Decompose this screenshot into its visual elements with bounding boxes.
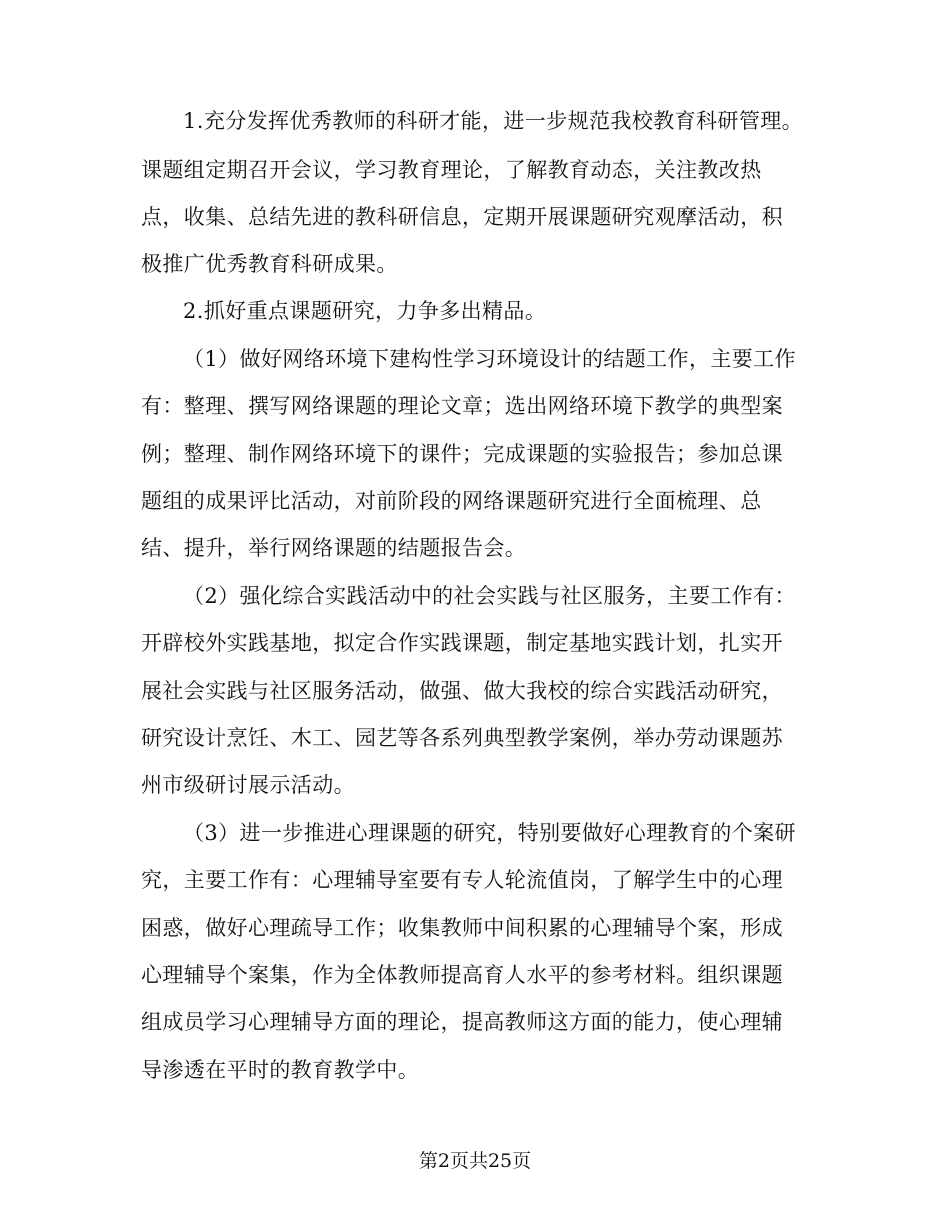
paragraph-5-line-5: 组成员学习心理辅导方面的理论，提高教师这方面的能力，使心理辅: [141, 1010, 783, 1034]
paragraph-1-line-4: 极推广优秀教育科研成果。: [141, 252, 398, 276]
paragraph-4-line-3: 展社会实践与社区服务活动，做强、做大我校的综合实践活动研究，: [141, 679, 783, 703]
page-number-footer: 第2页共25页: [418, 1150, 532, 1172]
paragraph-5-line-1: （3）进一步推进心理课题的研究，特别要做好心理教育的个案研: [183, 821, 796, 845]
paragraph-4-line-5: 州市级研讨展示活动。: [141, 773, 355, 797]
paragraph-1-line-3: 点，收集、总结先进的教科研信息，定期开展课题研究观摩活动，积: [141, 205, 783, 229]
paragraph-3-line-1: （1）做好网络环境下建构性学习环境设计的结题工作，主要工作: [183, 347, 796, 371]
paragraph-1-line-1: 1.充分发挥优秀教师的科研才能，进一步规范我校教育科研管理。: [183, 109, 804, 133]
paragraph-3-line-5: 结、提升，举行网络课题的结题报告会。: [141, 536, 527, 560]
paragraph-1-line-2: 课题组定期召开会议，学习教育理论，了解教育动态，关注教改热: [141, 158, 762, 182]
paragraph-5-line-6: 导渗透在平时的教育教学中。: [141, 1058, 420, 1082]
paragraph-3-line-2: 有：整理、撰写网络课题的理论文章；选出网络环境下教学的典型案: [141, 394, 783, 418]
paragraph-3-line-4: 题组的成果评比活动，对前阶段的网络课题研究进行全面梳理、总: [141, 489, 762, 513]
paragraph-5-line-4: 心理辅导个案集，作为全体教师提高育人水平的参考材料。组织课题: [141, 963, 783, 987]
paragraph-5-line-3: 困惑，做好心理疏导工作；收集教师中间积累的心理辅导个案，形成: [141, 916, 783, 940]
paragraph-5-line-2: 究，主要工作有：心理辅导室要有专人轮流值岗，了解学生中的心理: [141, 868, 783, 892]
paragraph-2-line-1: 2.抓好重点课题研究，力争多出精品。: [183, 299, 547, 323]
paragraph-3-line-3: 例；整理、制作网络环境下的课件；完成课题的实验报告；参加总课: [141, 442, 783, 466]
paragraph-4-line-1: （2）强化综合实践活动中的社会实践与社区服务，主要工作有：: [183, 584, 796, 608]
paragraph-4-line-2: 开辟校外实践基地，拟定合作实践课题，制定基地实践计划，扎实开: [141, 631, 783, 655]
paragraph-4-line-4: 研究设计烹饪、木工、园艺等各系列典型教学案例，举办劳动课题苏: [141, 726, 783, 750]
